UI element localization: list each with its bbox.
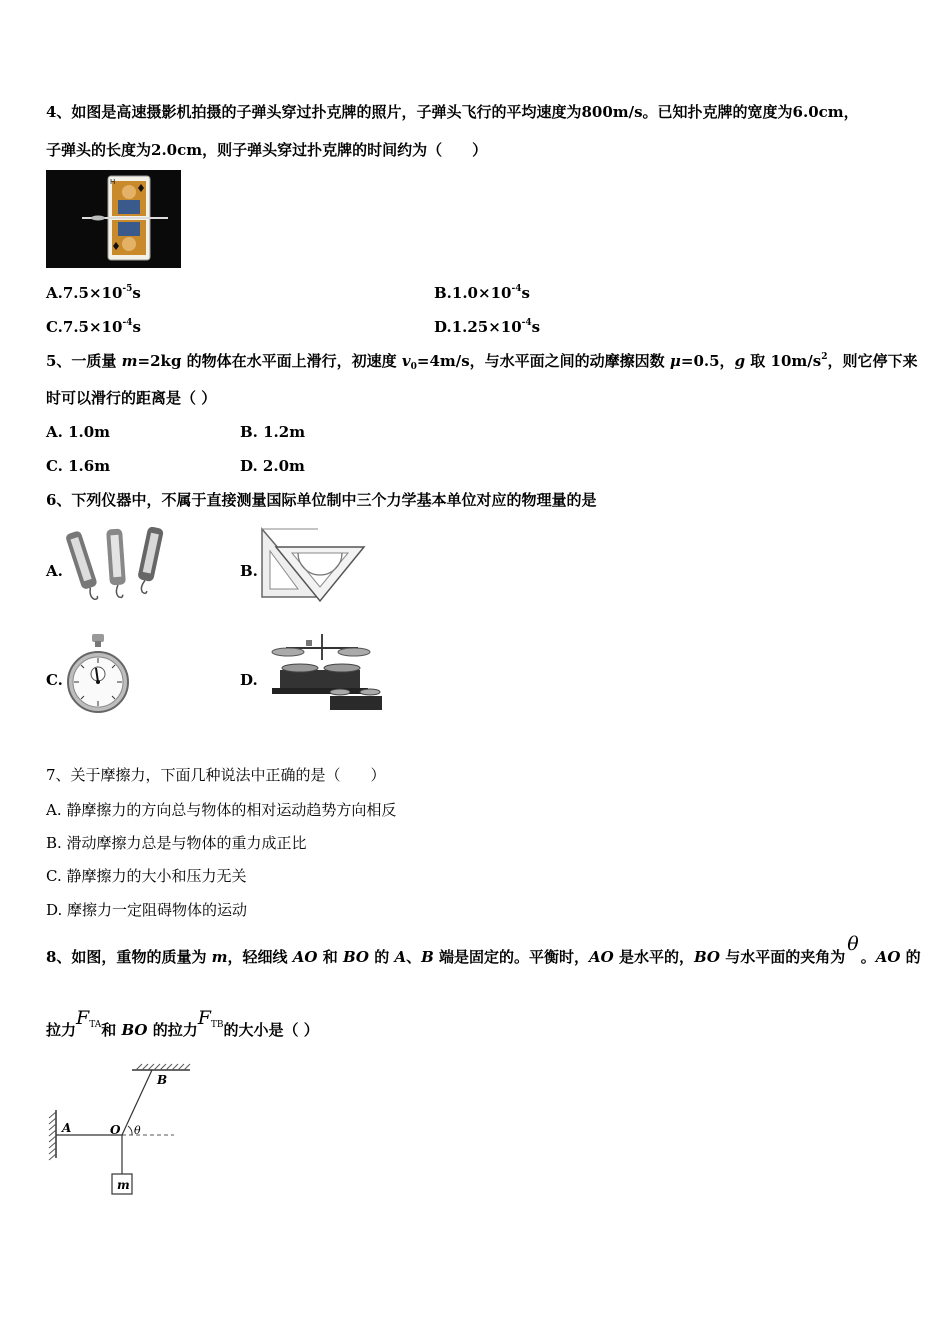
label-b: B [157, 1073, 168, 1087]
q8-stem-line1: 8、如图，重物的质量为 m，轻细线 AO 和 BO 的 A、B 端是固定的。平衡时，AO 是水平的，BO 与水平面的夹角为θ。AO 的 [46, 933, 921, 966]
card-corner-letter: H [110, 178, 116, 186]
spring-scales-image [64, 527, 164, 607]
q4-stem-line1: 4、如图是高速摄影机拍摄的子弹头穿过扑克牌的照片，子弹头飞行的平均速度为800m/s。已知扑克牌的宽度为6.0cm， [46, 103, 859, 121]
q5-option-b[interactable]: B. 1.2m [240, 423, 306, 441]
q4-stem-line2: 子弹头的长度为2.0cm，则子弹头穿过扑克牌的时间约为（ ） [46, 141, 488, 159]
q5-stem-line1: 5、一质量 m=2kg 的物体在水平面上滑行，初速度 $v_0=4m/s$，与水平面之间的动摩擦因数 μ=0.5，g 取 $10m/s^2$，则它停下来 [46, 352, 918, 372]
q5-option-c[interactable]: C. 1.6m [46, 457, 111, 475]
q7-option-b[interactable]: B. 滑动摩擦力总是与物体的重力成正比 [46, 834, 307, 852]
q6-stem-line1: 6、下列仪器中，不属于直接测量国际单位制中三个力学基本单位对应的物理量的是 [46, 491, 597, 509]
q5-stem-line2: 时可以滑行的距离是（ ） [46, 389, 217, 407]
q8-stem-line2: 拉力$F_{TA}$和 BO 的拉力$F_{TB}$的大小是（ ） [46, 1007, 319, 1039]
q6-option-b[interactable]: B. [240, 562, 258, 580]
q5-option-d[interactable]: D. 2.0m [240, 457, 305, 475]
q4-option-d[interactable]: $D.1.25\times 10^{-4}s$ [434, 318, 541, 336]
balance-scales-image [266, 630, 390, 716]
q4-option-a[interactable]: $A.7.5\times 10^{-5}s$ [46, 284, 141, 302]
q4-option-b[interactable]: $B.1.0\times 10^{-4}s$ [434, 284, 530, 302]
rulers-triangles-image [258, 527, 368, 603]
q6-option-d[interactable]: D. [240, 671, 258, 689]
q6-option-c[interactable]: C. [46, 671, 63, 689]
label-a: A [62, 1121, 72, 1135]
stopwatch-image [66, 632, 130, 722]
label-o: O [110, 1123, 121, 1137]
q7-stem-line1: 7、关于摩擦力，下面几种说法中正确的是（ ） [46, 766, 386, 784]
q5-option-a[interactable]: A. 1.0m [46, 423, 111, 441]
q7-option-a[interactable]: A. 静摩擦力的方向总与物体的相对运动趋势方向相反 [46, 801, 397, 819]
q7-option-c[interactable]: C. 静摩擦力的大小和压力无关 [46, 867, 247, 885]
q7-option-d[interactable]: D. 摩擦力一定阻碍物体的运动 [46, 901, 248, 919]
label-theta: θ [134, 1124, 141, 1137]
label-m: m [117, 1178, 130, 1192]
q6-option-a[interactable]: A. [46, 562, 63, 580]
theta-symbol: θ [847, 933, 859, 955]
force-diagram [44, 1062, 194, 1202]
bullet-card-photo [46, 170, 181, 268]
q4-option-c[interactable]: $C.7.5\times 10^{-4}s$ [46, 318, 141, 336]
